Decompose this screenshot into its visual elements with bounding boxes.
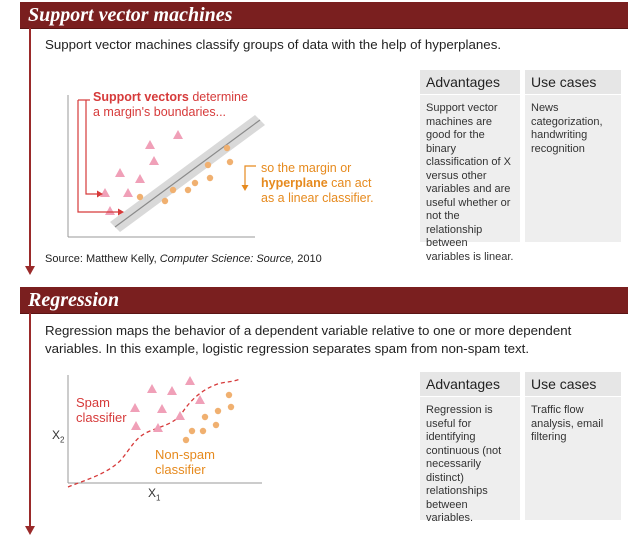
svm-intro: Support vector machines classify groups of data with the help of hyperplanes. — [45, 37, 502, 52]
circle-marker-icon — [215, 408, 221, 414]
svm-advantages-text: Support vector machines are good for the binary classification of X versus other variables and are useful whether or not the relationship between variables is linear. — [426, 102, 514, 263]
regression-intro — [45, 322, 571, 358]
svm-advantages-box — [420, 70, 520, 263]
nonspam-label-line2: classifier — [155, 462, 206, 477]
axis-x-text: X — [148, 486, 157, 500]
arrow-head-icon — [242, 185, 249, 191]
hyperplane-line3: as a linear classifier. — [261, 191, 374, 205]
circle-marker-icon — [205, 162, 211, 168]
spam-label-line1: Spam — [76, 395, 110, 410]
regression-intro-line1: Regression maps the behavior of a dependent variable relative to one or more dependent — [45, 323, 572, 338]
circle-marker-icon — [202, 414, 208, 420]
svm-support-vector-annotation — [93, 90, 248, 120]
circle-marker-icon — [227, 159, 233, 165]
triangle-marker-icon — [147, 384, 157, 393]
circle-marker-icon — [185, 187, 191, 193]
triangle-marker-icon — [105, 206, 115, 215]
support-vectors-line2: a margin's boundaries... — [93, 105, 227, 119]
circle-marker-icon — [224, 145, 230, 151]
triangle-marker-icon — [149, 156, 159, 165]
down-arrow-icon — [25, 526, 35, 535]
regression-advantages-header: Advantages — [420, 372, 520, 397]
svm-usecases-box — [525, 70, 621, 242]
triangle-marker-icon — [131, 421, 141, 430]
regression-y-axis-label — [52, 428, 64, 444]
svm-section-bar — [20, 2, 628, 29]
circle-marker-icon — [162, 198, 168, 204]
support-vectors-bold: Support vectors — [93, 90, 189, 104]
regression-intro-line2: variables. In this example, logistic regression separates spam from non-spam text. — [45, 341, 530, 356]
triangle-marker-icon — [157, 404, 167, 413]
hyperplane-arrow — [245, 166, 256, 187]
triangle-marker-icon — [167, 386, 177, 395]
axis-y-text: X — [52, 428, 61, 442]
svm-section-title: Support vector machines — [28, 4, 233, 26]
regression-x-axis-label — [148, 486, 160, 502]
triangle-marker-icon — [130, 403, 140, 412]
svm-usecases-text: News categorization, handwriting recognition — [531, 102, 603, 155]
source-prefix: Source: Matthew Kelly, — [45, 253, 160, 265]
hyperplane-line2-rest: can act — [327, 176, 372, 190]
flow-line-1 — [29, 28, 31, 268]
spam-classifier-label — [76, 395, 127, 425]
triangle-marker-icon — [115, 168, 125, 177]
regression-section-bar — [20, 287, 628, 314]
triangle-marker-icon — [135, 174, 145, 183]
circle-marker-icon — [228, 404, 234, 410]
svm-source — [45, 253, 322, 265]
regression-usecases-box — [525, 372, 621, 520]
triangle-marker-icon — [145, 140, 155, 149]
circle-marker-icon — [226, 392, 232, 398]
nonspam-classifier-label — [155, 447, 215, 477]
svm-hyperplane-annotation — [261, 161, 374, 206]
regression-usecases-text: Traffic flow analysis, email filtering — [531, 404, 604, 443]
source-suffix: 2010 — [294, 253, 322, 265]
svm-hyperplane-line — [115, 120, 260, 227]
circle-marker-icon — [189, 428, 195, 434]
support-vectors-rest: determine — [188, 90, 248, 104]
regression-usecases-header: Use cases — [525, 372, 621, 397]
flow-line-2 — [29, 313, 31, 528]
triangle-marker-icon — [173, 130, 183, 139]
circle-marker-icon — [170, 187, 176, 193]
triangle-marker-icon — [153, 423, 163, 432]
spam-label-line2: classifier — [76, 410, 127, 425]
regression-advantages-text: Regression is useful for identifying continuous (not necessarily distinct) relationships between variables. — [426, 404, 502, 524]
circle-marker-icon — [137, 194, 143, 200]
source-italic: Computer Science: Source, — [159, 253, 295, 265]
regression-diagram — [40, 365, 290, 505]
hyperplane-line1: so the margin or — [261, 161, 352, 175]
down-arrow-icon — [25, 266, 35, 275]
triangle-marker-icon — [185, 376, 195, 385]
circle-marker-icon — [207, 175, 213, 181]
svm-advantages-header: Advantages — [420, 70, 520, 95]
svm-usecases-header: Use cases — [525, 70, 621, 95]
axis-y-subscript: 2 — [60, 435, 65, 445]
circle-marker-icon — [192, 180, 198, 186]
triangle-marker-icon — [123, 188, 133, 197]
circle-marker-icon — [183, 437, 189, 443]
regression-circle-markers — [183, 392, 234, 443]
regression-section-title: Regression — [28, 289, 120, 311]
regression-advantages-box — [420, 372, 520, 524]
nonspam-label-line1: Non-spam — [155, 447, 215, 462]
circle-marker-icon — [200, 428, 206, 434]
circle-marker-icon — [213, 422, 219, 428]
triangle-marker-icon — [100, 188, 110, 197]
hyperplane-bold: hyperplane — [261, 176, 328, 190]
triangle-marker-icon — [175, 411, 185, 420]
axis-x-subscript: 1 — [156, 493, 161, 503]
